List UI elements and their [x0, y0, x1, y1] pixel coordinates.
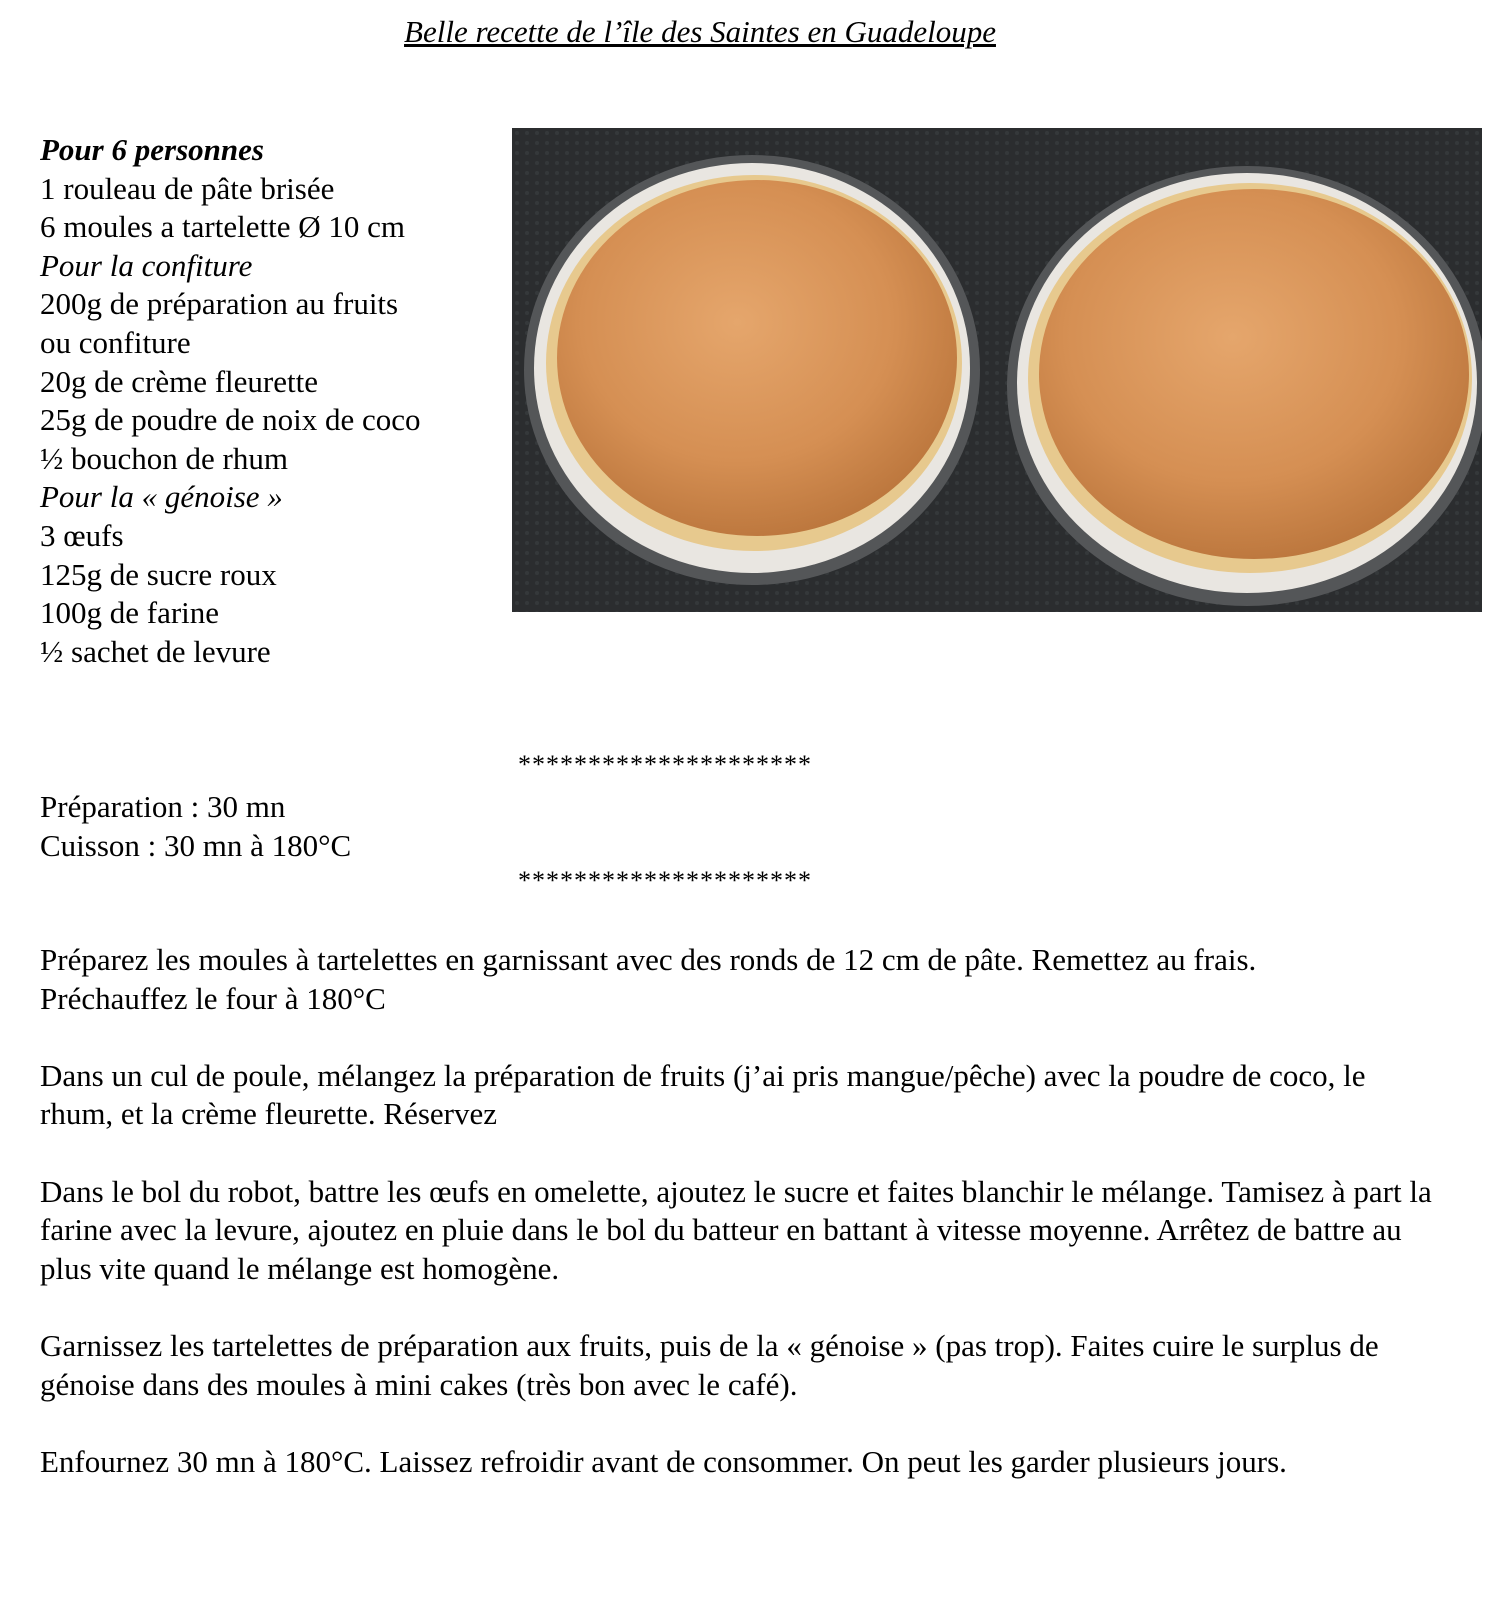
- tartelettes-illustration: [512, 128, 1482, 612]
- confiture-heading: Pour la confiture: [40, 247, 253, 283]
- cooking-time: Cuisson : 30 mn à 180°C: [40, 827, 352, 863]
- left-cake: [557, 180, 957, 536]
- step-paragraph: Dans le bol du robot, battre les œufs en omelette, ajoutez le sucre et faites blanchir le mélange. Tamisez à part la farine avec la levure, ajoutez en pluie dans le bol du batteur en battant à vitesse moyenne. Arrêtez de battre au plus vite quand le mélange est homogène.: [40, 1173, 1432, 1286]
- preparation-time: Préparation : 30 mn: [40, 789, 286, 824]
- genoise-heading: Pour la « génoise »: [40, 479, 283, 515]
- separator-top: *********************: [518, 750, 812, 779]
- ingredients-list: [40, 131, 510, 671]
- ingredient-line: 25g de poudre de noix de coco: [40, 402, 421, 438]
- ingredient-line: ½ sachet de levure: [40, 633, 271, 669]
- ingredient-line: 200g de préparation au fruits: [40, 286, 399, 322]
- ingredient-line: 125g de sucre roux: [40, 556, 277, 592]
- step-paragraph: Enfournez 30 mn à 180°C. Laissez refroidir avant de consommer. On peut les garder plusieurs jours.: [40, 1443, 1287, 1479]
- recipe-steps: [40, 941, 1440, 1520]
- ingredient-line: 1 rouleau de pâte brisée: [40, 170, 335, 206]
- step-paragraph: Dans un cul de poule, mélangez la préparation de fruits (j’ai pris mangue/pêche) avec la poudre de coco, le rhum, et la crème fleurette. Réservez: [40, 1057, 1366, 1132]
- ingredient-line: 3 œufs: [40, 517, 124, 553]
- separator-bottom: *********************: [518, 866, 812, 895]
- timing-block: [40, 788, 351, 865]
- ingredient-line: 100g de farine: [40, 595, 220, 631]
- ingredient-line: 6 moules a tartelette Ø 10 cm: [40, 209, 405, 245]
- serving-heading: Pour 6 personnes: [40, 132, 264, 167]
- ingredient-line: ou confiture: [40, 324, 191, 360]
- step-paragraph: Préparez les moules à tartelettes en garnissant avec des ronds de 12 cm de pâte. Remettez au frais. Préchauffez le four à 180°C: [40, 942, 1257, 1016]
- step-paragraph: Garnissez les tartelettes de préparation aux fruits, puis de la « génoise » (pas trop). Faites cuire le surplus de génoise dans des moules à mini cakes (très bon avec le café).: [40, 1327, 1379, 1402]
- page-title: Belle recette de l’île des Saintes en Guadeloupe: [404, 14, 996, 49]
- tartelettes-photo: [512, 128, 1482, 612]
- right-cake: [1039, 189, 1469, 559]
- ingredient-line: 20g de crème fleurette: [40, 363, 318, 399]
- ingredient-line: ½ bouchon de rhum: [40, 440, 288, 476]
